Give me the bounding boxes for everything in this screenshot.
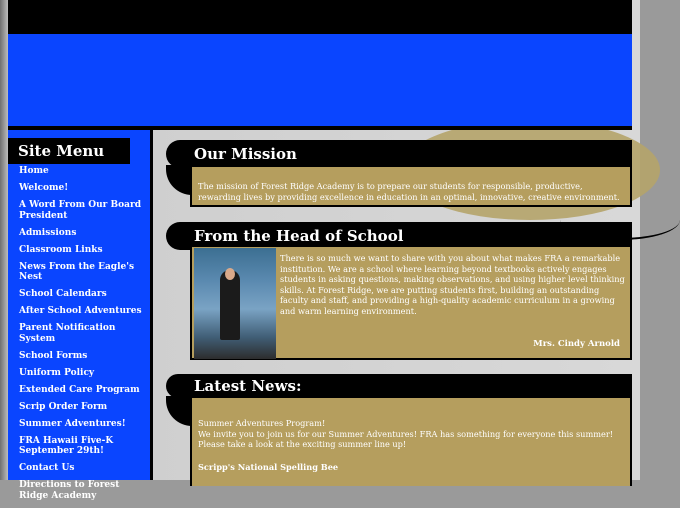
head-of-school-title: From the Head of School <box>194 227 404 245</box>
mission-header <box>166 140 632 168</box>
photo-face <box>225 268 235 280</box>
menu-item-eagles-nest[interactable]: News From the Eagle's Nest <box>19 261 135 282</box>
menu-item-classroom-links[interactable]: Classroom Links <box>19 244 103 255</box>
head-of-school-photo <box>194 248 276 359</box>
header-banner <box>8 34 632 126</box>
site-menu-title: Site Menu <box>8 138 130 164</box>
menu-item-contact-us[interactable]: Contact Us <box>19 463 75 473</box>
news-header <box>166 374 632 398</box>
news-title: Latest News: <box>194 377 302 395</box>
menu-item-welcome[interactable]: Welcome! <box>19 183 69 193</box>
news-item-2-title[interactable]: Scripp's National Spelling Bee <box>198 461 339 472</box>
news-item-1-title[interactable]: Summer Adventures Program! <box>198 418 326 428</box>
menu-item-school-forms[interactable]: School Forms <box>19 350 88 361</box>
mission-panel <box>190 165 632 207</box>
site-menu-list <box>19 166 147 508</box>
news-panel <box>190 396 632 486</box>
menu-item-board-president[interactable]: A Word From Our Board President <box>19 200 142 221</box>
head-of-school-text: There is so much we want to share with you about what makes FRA a remarkable institution. We are a school where learning beyond textbooks actively engages students in asking questions, making observations, and using higher level thinking skills. At Forest Ridge, we are putting students first, building an outstanding faculty and staff, and providing a high-quality academic curriculum in a growing and warm learning environment. <box>280 253 625 316</box>
mission-text: The mission of Forest Ridge Academy is to prepare our students for responsible, productive, rewarding lives by providing excellence in education in an optimal, innovative, creative environment. <box>198 181 620 202</box>
menu-item-hawaii-five-k[interactable]: FRA Hawaii Five-K September 29th! <box>19 435 114 456</box>
news-item-1-text: We invite you to join us for our Summer Adventures! FRA has something for everyone this summer! Please take a look at the exciting summer line up! <box>198 428 614 449</box>
menu-item-uniform-policy[interactable]: Uniform Policy <box>19 367 95 378</box>
menu-item-school-calendars[interactable]: School Calendars <box>19 289 107 299</box>
mission-title: Our Mission <box>194 145 297 163</box>
top-bar <box>8 0 632 34</box>
menu-item-directions[interactable]: Directions to Forest Ridge Academy <box>19 480 120 501</box>
menu-item-parent-notification[interactable]: Parent Notification System <box>19 323 116 344</box>
menu-item-after-school[interactable]: After School Adventures <box>19 306 142 316</box>
menu-item-extended-care[interactable]: Extended Care Program <box>19 384 140 395</box>
head-of-school-panel <box>190 245 632 360</box>
menu-item-scrip-order[interactable]: Scrip Order Form <box>19 401 108 412</box>
menu-item-home[interactable]: Home <box>19 166 49 176</box>
menu-item-admissions[interactable]: Admissions <box>19 227 77 238</box>
head-of-school-signature: Mrs. Cindy Arnold <box>533 339 620 349</box>
menu-item-summer-adventures[interactable]: Summer Adventures! <box>19 418 126 429</box>
photo-person <box>220 270 240 340</box>
sidebar <box>8 130 153 501</box>
